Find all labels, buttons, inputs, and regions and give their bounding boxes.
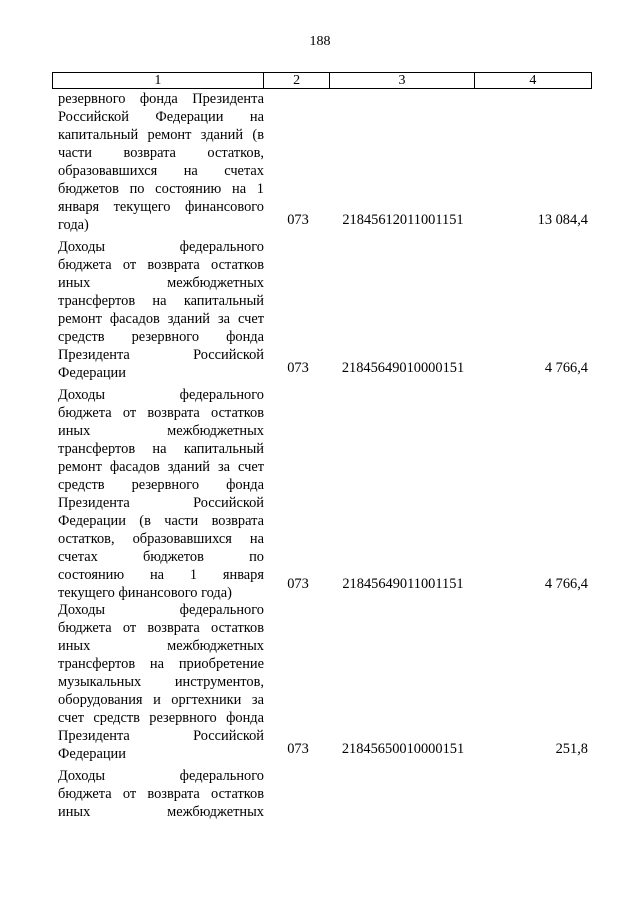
desc-line: счетах бюджетов по [58, 549, 264, 565]
desc-line: образовавшихся на счетах [58, 163, 264, 179]
row-amount: 4 766,4 [544, 576, 588, 592]
desc-line: Российской Федерации на [58, 109, 264, 125]
desc-line: иных межбюджетных [58, 275, 264, 291]
row-description [58, 238, 264, 382]
row-description [58, 90, 264, 234]
desc-line: текущего финансового года) [58, 585, 232, 601]
desc-line: счет средств резервного фонда [58, 710, 264, 726]
desc-line: Президента Российской [58, 347, 264, 363]
header-col-4: 4 [474, 73, 591, 88]
row-kbk: 21845650010000151 [341, 741, 465, 757]
row-description [58, 767, 264, 821]
desc-line: Доходы федерального [58, 768, 264, 784]
desc-line: Доходы федерального [58, 387, 264, 403]
desc-line: января текущего финансового [58, 199, 264, 215]
row-code: 073 [287, 576, 309, 592]
desc-line: иных межбюджетных [58, 423, 264, 439]
desc-line: бюджетов по состоянию на 1 [58, 181, 264, 197]
desc-line: части возврата остатков, [58, 145, 264, 161]
desc-line: состоянию на 1 января [58, 567, 264, 583]
row-code: 073 [287, 741, 309, 757]
desc-line: трансфертов на капитальный [58, 293, 264, 309]
desc-line: музыкальных инструментов, [58, 674, 264, 690]
desc-line: капитальный ремонт зданий (в [58, 127, 264, 143]
desc-line: иных межбюджетных [58, 638, 264, 654]
page-number: 188 [309, 34, 331, 49]
desc-line: Федерации (в части возврата [58, 513, 264, 529]
header-col-1: 1 [154, 73, 162, 88]
desc-line: Доходы федерального [58, 602, 264, 618]
desc-line: Президента Российской [58, 495, 264, 511]
row-code: 073 [287, 360, 309, 376]
header-col-3: 3 [329, 73, 473, 88]
row-description [58, 601, 264, 763]
row-code: 073 [287, 212, 309, 228]
desc-line: бюджета от возврата остатков [58, 257, 264, 273]
desc-line: ремонт фасадов зданий за счет [58, 311, 264, 327]
desc-line: ремонт фасадов зданий за счет [58, 459, 264, 475]
desc-line: бюджета от возврата остатков [58, 405, 264, 421]
row-kbk: 21845649011001151 [342, 576, 464, 592]
desc-line: Доходы федерального [58, 239, 264, 255]
desc-line: средств резервного фонда [58, 329, 264, 345]
desc-line: бюджета от возврата остатков [58, 620, 264, 636]
desc-line: года) [58, 217, 89, 233]
row-amount: 251,8 [555, 741, 588, 757]
row-amount: 4 766,4 [544, 360, 588, 376]
desc-line: иных межбюджетных [58, 804, 264, 820]
desc-line: Федерации [58, 365, 126, 381]
row-kbk: 21845649010000151 [341, 360, 465, 376]
desc-line: Президента Российской [58, 728, 264, 744]
desc-line: средств резервного фонда [58, 477, 264, 493]
desc-line: остатков, образовавшихся на [58, 531, 264, 547]
desc-line: Федерации [58, 746, 126, 762]
row-amount: 13 084,4 [537, 212, 588, 228]
table-header [52, 72, 592, 89]
row-description [58, 386, 264, 602]
desc-line: резервного фонда Президента [58, 91, 264, 107]
desc-line: трансфертов на приобретение [58, 656, 264, 672]
desc-line: бюджета от возврата остатков [58, 786, 264, 802]
header-col-2: 2 [263, 73, 330, 88]
desc-line: оборудования и оргтехники за [58, 692, 264, 708]
row-kbk: 21845612011001151 [342, 212, 464, 228]
desc-line: трансфертов на капитальный [58, 441, 264, 457]
